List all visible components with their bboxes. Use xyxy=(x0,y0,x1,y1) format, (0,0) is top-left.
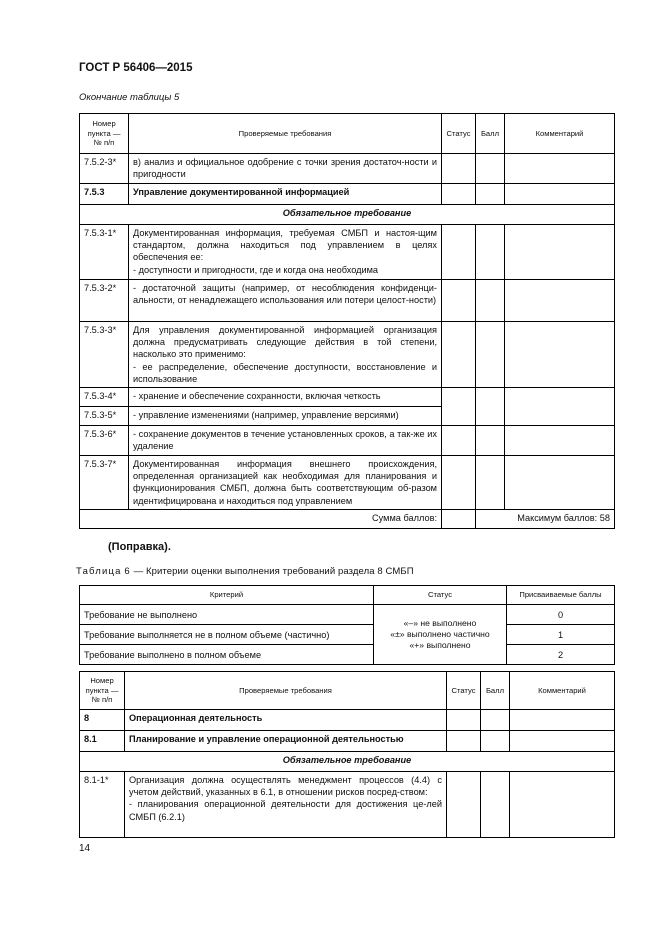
criterion-text: Требование выполняется не в полном объеме (частично) xyxy=(80,625,374,645)
table-row xyxy=(80,605,615,625)
table-row xyxy=(80,426,615,456)
section-number: 7.5.3 xyxy=(80,184,129,205)
max-score-label: Максимум баллов: 58 xyxy=(476,510,615,529)
section-row xyxy=(80,731,615,752)
caption-number: 6 xyxy=(124,566,131,577)
status-legend-line: «–» не выполнено xyxy=(403,618,477,628)
row-number: 7.5.3-6* xyxy=(80,426,129,456)
row-number: 7.5.3-1* xyxy=(80,225,129,280)
header-criterion: Критерий xyxy=(80,586,374,605)
correction-note: (Поправка). xyxy=(108,541,171,553)
row-text: - хранение и обеспечение сохранности, включая четкость xyxy=(129,388,442,407)
section-number: 8 xyxy=(80,710,125,731)
row-number: 7.5.2-3* xyxy=(80,154,129,184)
row-number: 8.1-1* xyxy=(80,772,125,838)
sum-row xyxy=(80,510,615,529)
caption-prefix: Таблица xyxy=(76,566,122,577)
header-num: Номер пункта — № п/п xyxy=(80,672,125,710)
row-number: 7.5.3-7* xyxy=(80,456,129,510)
status-cell xyxy=(442,154,476,184)
table-section-8 xyxy=(79,671,615,838)
status-legend xyxy=(374,605,507,665)
header-comment: Комментарий xyxy=(510,672,615,710)
table-header-row xyxy=(80,672,615,710)
row-number: 7.5.3-5* xyxy=(80,407,129,426)
points-value: 0 xyxy=(507,605,615,625)
row-number: 7.5.3-2* xyxy=(80,280,129,322)
header-req: Проверяемые требования xyxy=(129,114,442,154)
table-row xyxy=(80,645,615,665)
mandatory-row xyxy=(80,205,615,225)
row-text: - достаточной защиты (например, от несоблюдения конфиденци-альности, от ненадлежащего использования или потери целост-ности) xyxy=(129,280,442,322)
section-row xyxy=(80,710,615,731)
table-continuation-label: Окончание таблицы 5 xyxy=(79,92,180,103)
section-title: Операционная деятельность xyxy=(125,710,447,731)
table-row xyxy=(80,772,615,838)
caption-text: — Критерии оценки выполнения требований раздела 8 СМБП xyxy=(133,566,414,577)
header-status: Статус xyxy=(374,586,507,605)
header-score: Балл xyxy=(481,672,510,710)
table-row xyxy=(80,456,615,510)
points-value: 2 xyxy=(507,645,615,665)
row-number: 7.5.3-3* xyxy=(80,322,129,388)
table-row xyxy=(80,225,615,280)
table-row xyxy=(80,322,615,388)
criterion-text: Требование выполнено в полном объеме xyxy=(80,645,374,665)
header-status: Статус xyxy=(442,114,476,154)
section-title: Управление документированной информацией xyxy=(129,184,442,205)
header-req: Проверяемые требования xyxy=(125,672,447,710)
row-text: Документированная информация внешнего происхождения, определенная организацией как необходимая для планирования и функционирования СМБП, должна быть соответствующим об-разом идентифицирована и находиться под управлением xyxy=(129,456,442,510)
section-number: 8.1 xyxy=(80,731,125,752)
page-number: 14 xyxy=(79,843,91,854)
row-text: Документированная информация, требуемая СМБП и настоя-щим стандартом, должна находиться под управлением в целях обеспечения ее: - доступности и пригодности, где и когда она необходима xyxy=(129,225,442,280)
header-score: Балл xyxy=(476,114,505,154)
table-6 xyxy=(79,585,615,665)
row-number: 7.5.3-4* xyxy=(80,388,129,407)
table-row xyxy=(80,388,615,407)
status-legend-line: «+» выполнено xyxy=(409,640,471,650)
table-6-caption xyxy=(76,566,414,577)
sum-label: Сумма баллов: xyxy=(80,510,442,529)
status-legend-line: «±» выполнено частично xyxy=(390,629,490,639)
table-5 xyxy=(79,113,615,529)
section-title: Планирование и управление операционной деятельностью xyxy=(125,731,447,752)
points-value: 1 xyxy=(507,625,615,645)
comment-cell xyxy=(505,154,615,184)
header-points: Присваиваемые баллы xyxy=(507,586,615,605)
score-cell xyxy=(476,154,505,184)
table-row xyxy=(80,154,615,184)
table-row xyxy=(80,625,615,645)
header-status: Статус xyxy=(447,672,481,710)
document-title: ГОСТ Р 56406—2015 xyxy=(79,62,193,74)
header-num: Номер пункта — № п/п xyxy=(80,114,129,154)
table-header-row xyxy=(80,586,615,605)
mandatory-row xyxy=(80,752,615,772)
header-comment: Комментарий xyxy=(505,114,615,154)
row-text: - управление изменениями (например, управление версиями) xyxy=(129,407,442,426)
mandatory-label: Обязательное требование xyxy=(80,205,615,225)
row-text: Организация должна осуществлять менеджмент процессов (4.4) с учетом действий, указанных в 6.1, в отношении рисков посред-ством: - планирования операционной деятельности для достижения це-лей СМБП (6.2.1) xyxy=(125,772,447,838)
table-row xyxy=(80,407,615,426)
row-text: Для управления документированной информацией организация должна предусматривать следующие действия в той степени, насколько это применимо: - ее распределение, обеспечение доступности, восстановление и использование xyxy=(129,322,442,388)
table-row xyxy=(80,280,615,322)
row-text: в) анализ и официальное одобрение с точки зрения достаточ-ности и пригодности xyxy=(129,154,442,184)
criterion-text: Требование не выполнено xyxy=(80,605,374,625)
section-row xyxy=(80,184,615,205)
table-header-row xyxy=(80,114,615,154)
mandatory-label: Обязательное требование xyxy=(80,752,615,772)
row-text: - сохранение документов в течение установленных сроков, а так-же их удаление xyxy=(129,426,442,456)
